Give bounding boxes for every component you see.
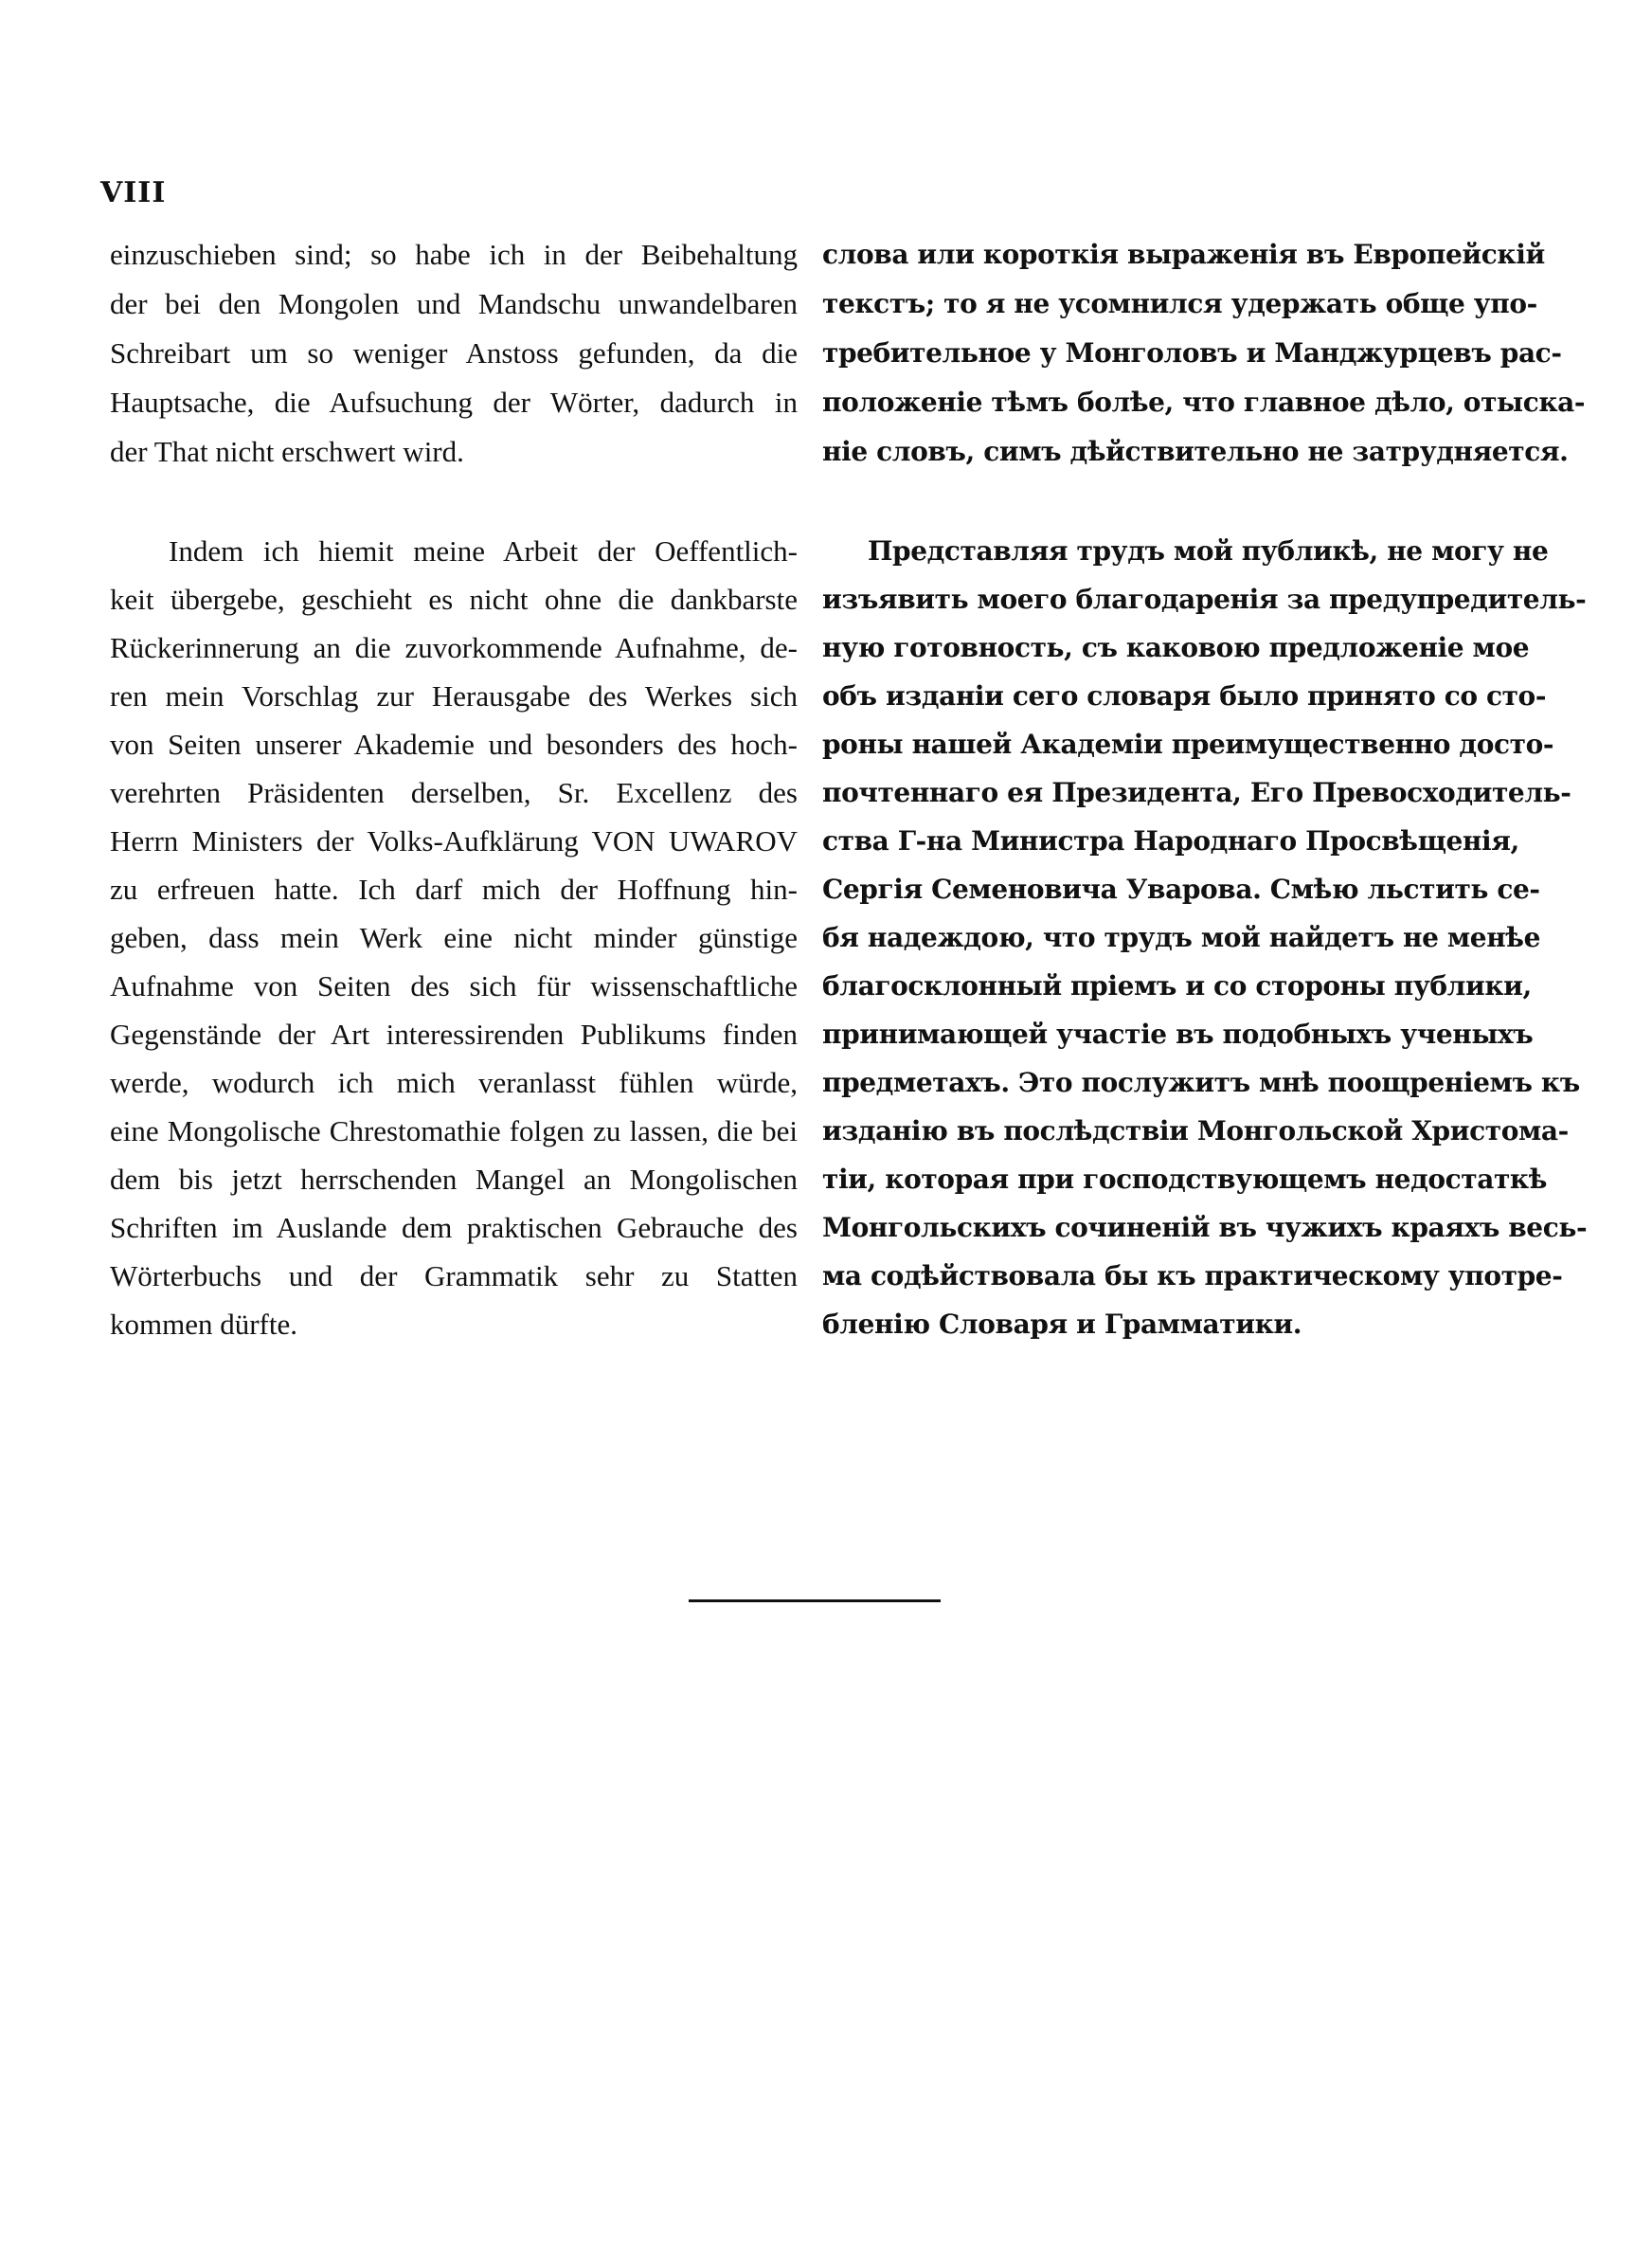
russian-line: Представляя трудъ мой публикѣ, не могу не <box>868 535 1549 567</box>
german-line: der That nicht erschwert wird. <box>110 435 464 468</box>
russian-line: почтеннаго ея Президента, Его Превосходитель- <box>822 777 1571 808</box>
german-line: der bei den Mongolen und Mandschu unwandelbaren <box>110 287 798 320</box>
russian-line: требительное у Монголовъ и Манджурцевъ рас- <box>822 337 1562 369</box>
russian-line: ную готовность, съ каковою предложеніе мое <box>822 632 1530 663</box>
german-line: Herrn Ministers der Volks-Aufklärung VON UWAROV <box>110 824 798 858</box>
russian-line: объ изданіи сего словаря было принято со сто- <box>822 680 1547 712</box>
russian-line: Сергія Семеновича Уварова. Смѣю льстить се- <box>822 874 1540 905</box>
german-line: Wörterbuchs und der Grammatik sehr zu Statten <box>110 1259 798 1292</box>
russian-line: роны нашей Академіи преимущественно досто- <box>822 729 1554 760</box>
german-line: dem bis jetzt herrschenden Mangel an Mongolischen <box>110 1163 798 1196</box>
russian-line: благосклонный пріемъ и со стороны публики, <box>822 970 1532 1002</box>
german-line: werde, wodurch ich mich veranlasst fühlen würde, <box>110 1066 798 1099</box>
page-number: VIII <box>100 176 167 209</box>
german-line: Indem ich hiemit meine Arbeit der Oeffentlich- <box>169 534 798 568</box>
russian-line: ства Г-на Министра Народнаго Просвѣщенія, <box>822 825 1519 857</box>
russian-line: бленію Словаря и Грамматики. <box>822 1309 1302 1340</box>
german-line: Schreibart um so weniger Anstoss gefunden, da die <box>110 336 798 370</box>
russian-line: слова или короткія выраженія въ Европейскій <box>822 239 1545 270</box>
russian-line: изданію въ послѣдствіи Монгольской Христома- <box>822 1115 1569 1147</box>
russian-line: ніе словъ, симъ дѣйствительно не затрудняется. <box>822 436 1569 467</box>
russian-line: ма содѣйствовала бы къ практическому употре- <box>822 1260 1563 1291</box>
russian-line: текстъ; то я не усомнился удержать обще упо- <box>822 288 1537 319</box>
russian-line: бя надеждою, что трудъ мой найдетъ не менѣе <box>822 922 1541 953</box>
russian-line: предметахъ. Это послужитъ мнѣ поощреніемъ къ <box>822 1067 1580 1098</box>
german-line: verehrten Präsidenten derselben, Sr. Excellenz des <box>110 776 798 809</box>
german-line: kommen dürfte. <box>110 1308 298 1341</box>
german-line: Aufnahme von Seiten des sich für wissenschaftliche <box>110 969 798 1002</box>
german-line: Schriften im Auslande dem praktischen Gebrauche des <box>110 1211 798 1244</box>
german-line: geben, dass mein Werk eine nicht minder günstige <box>110 921 798 954</box>
section-divider-rule <box>689 1599 941 1602</box>
russian-line: изъявить моего благодаренія за предупредитель- <box>822 584 1587 615</box>
german-line: von Seiten unserer Akademie und besonders des hoch- <box>110 728 798 761</box>
german-line: einzuschieben sind; so habe ich in der Beibehaltung <box>110 238 798 271</box>
russian-line: принимающей участіе въ подобныхъ ученыхъ <box>822 1019 1534 1050</box>
german-line: keit übergebe, geschieht es nicht ohne die dankbarste <box>110 583 798 616</box>
german-line: Rückerinnerung an die zuvorkommende Aufnahme, de- <box>110 631 798 664</box>
german-line: eine Mongolische Chrestomathie folgen zu lassen, die bei <box>110 1114 798 1147</box>
russian-line: тіи, которая при господствующемъ недостаткѣ <box>822 1164 1548 1195</box>
german-line: ren mein Vorschlag zur Herausgabe des Werkes sich <box>110 679 798 713</box>
russian-line: положеніе тѣмъ болѣе, что главное дѣло, отыска- <box>822 387 1586 418</box>
german-line: Gegenstände der Art interessirenden Publikums finden <box>110 1018 798 1051</box>
german-line: Hauptsache, die Aufsuchung der Wörter, dadurch in <box>110 386 798 419</box>
german-line: zu erfreuen hatte. Ich darf mich der Hoffnung hin- <box>110 873 798 906</box>
russian-line: Монгольскихъ сочиненій въ чужихъ краяхъ весь- <box>822 1212 1588 1243</box>
